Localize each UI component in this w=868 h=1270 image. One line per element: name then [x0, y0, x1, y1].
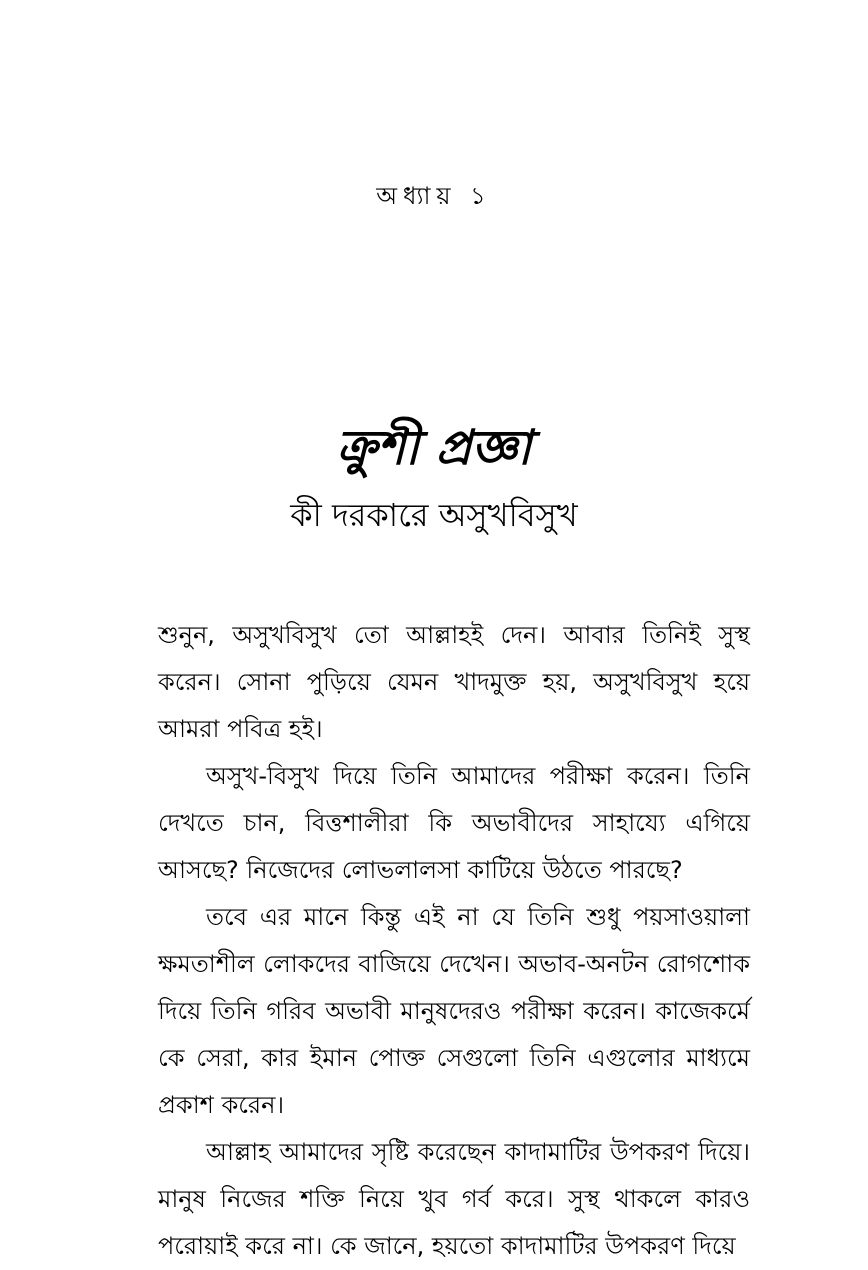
body-text: [158, 612, 750, 1270]
chapter-subtitle: কী দরকারে অসুখবিসুখ: [290, 496, 578, 534]
paragraph-1: শুনুন, অসুখবিসুখ তো আল্লাহই দেন। আবার তিনিই সুস্থ করেন। সোনা পুড়িয়ে যেমন খাদমুক্ত হয়, অসুখবিসুখ হয়ে আমরা পবিত্র হই।: [158, 621, 750, 743]
chapter-title: ক্রুশী প্রজ্ঞা: [336, 420, 532, 476]
paragraph-2: অসুখ-বিসুখ দিয়ে তিনি আমাদের পরীক্ষা করেন। তিনি দেখতে চান, বিত্তশালীরা কি অভাবীদের সাহায্যে এগিয়ে আসছে? নিজেদের লোভলালসা কাটিয়ে উঠতে পারছে?: [158, 762, 750, 884]
paragraph-4: আল্লাহ আমাদের সৃষ্টি করেছেন কাদামাটির উপকরণ দিয়ে। মানুষ নিজের শক্তি নিয়ে খুব গর্ব করে। সুস্থ থাকলে কারও পরোয়াই করে না। কে জানে, হয়তো কাদামাটির উপকরণ দিয়ে: [158, 1138, 750, 1260]
chapter-label: অধ্যায় ১: [376, 182, 492, 210]
paragraph-3: তবে এর মানে কিন্তু এই না যে তিনি শুধু পয়সাওয়ালা ক্ষমতাশীল লোকদের বাজিয়ে দেখেন। অভাব-অনটন রোগশোক দিয়ে তিনি গরিব অভাবী মানুষদেরও পরীক্ষা করেন। কাজেকর্মে কে সেরা, কার ইমান পোক্ত সেগুলো তিনি এগুলোর মাধ্যমে প্রকাশ করেন।: [158, 903, 750, 1119]
